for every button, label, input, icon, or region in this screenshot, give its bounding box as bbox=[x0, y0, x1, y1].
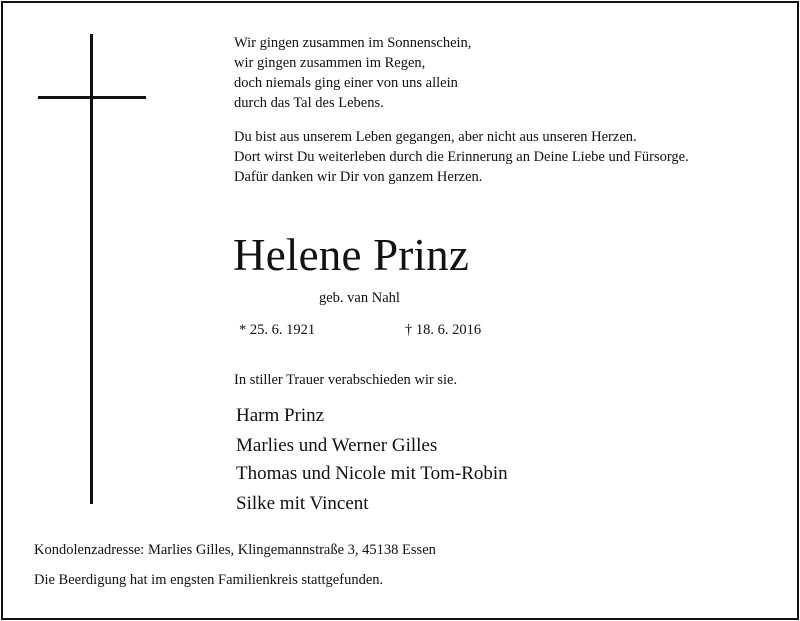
mourner: Silke mit Vincent bbox=[236, 493, 369, 514]
mourners-list bbox=[236, 402, 508, 518]
farewell-line: Dort wirst Du weiterleben durch die Erinnerung an Deine Liebe und Fürsorge. bbox=[234, 149, 689, 165]
farewell-text bbox=[234, 127, 689, 187]
deceased-name: Helene Prinz bbox=[233, 230, 470, 280]
death-date: † 18. 6. 2016 bbox=[405, 322, 482, 338]
mourner: Thomas und Nicole mit Tom-Robin bbox=[236, 463, 508, 484]
mourner: Marlies und Werner Gilles bbox=[236, 435, 438, 456]
poem-line: Wir gingen zusammen im Sonnenschein, bbox=[234, 35, 472, 51]
funeral-note: Die Beerdigung hat im engsten Familienkreis stattgefunden. bbox=[34, 572, 384, 588]
farewell-line: Du bist aus unserem Leben gegangen, aber nicht aus unseren Herzen. bbox=[234, 129, 637, 145]
mourner: Harm Prinz bbox=[236, 405, 325, 426]
poem-line: durch das Tal des Lebens. bbox=[234, 95, 384, 111]
maiden-name: geb. van Nahl bbox=[319, 290, 400, 306]
mourning-intro: In stiller Trauer verabschieden wir sie. bbox=[234, 372, 458, 388]
poem-line: wir gingen zusammen im Regen, bbox=[234, 55, 426, 71]
poem bbox=[234, 33, 471, 113]
poem-line: doch niemals ging einer von uns allein bbox=[234, 75, 458, 91]
farewell-line: Dafür danken wir Dir von ganzem Herzen. bbox=[234, 169, 483, 185]
condolence-address: Kondolenzadresse: Marlies Gilles, Klingemannstraße 3, 45138 Essen bbox=[34, 542, 436, 558]
cross-horizontal-bar bbox=[38, 96, 146, 99]
birth-date: * 25. 6. 1921 bbox=[239, 322, 316, 338]
cross-vertical-bar bbox=[90, 34, 93, 504]
